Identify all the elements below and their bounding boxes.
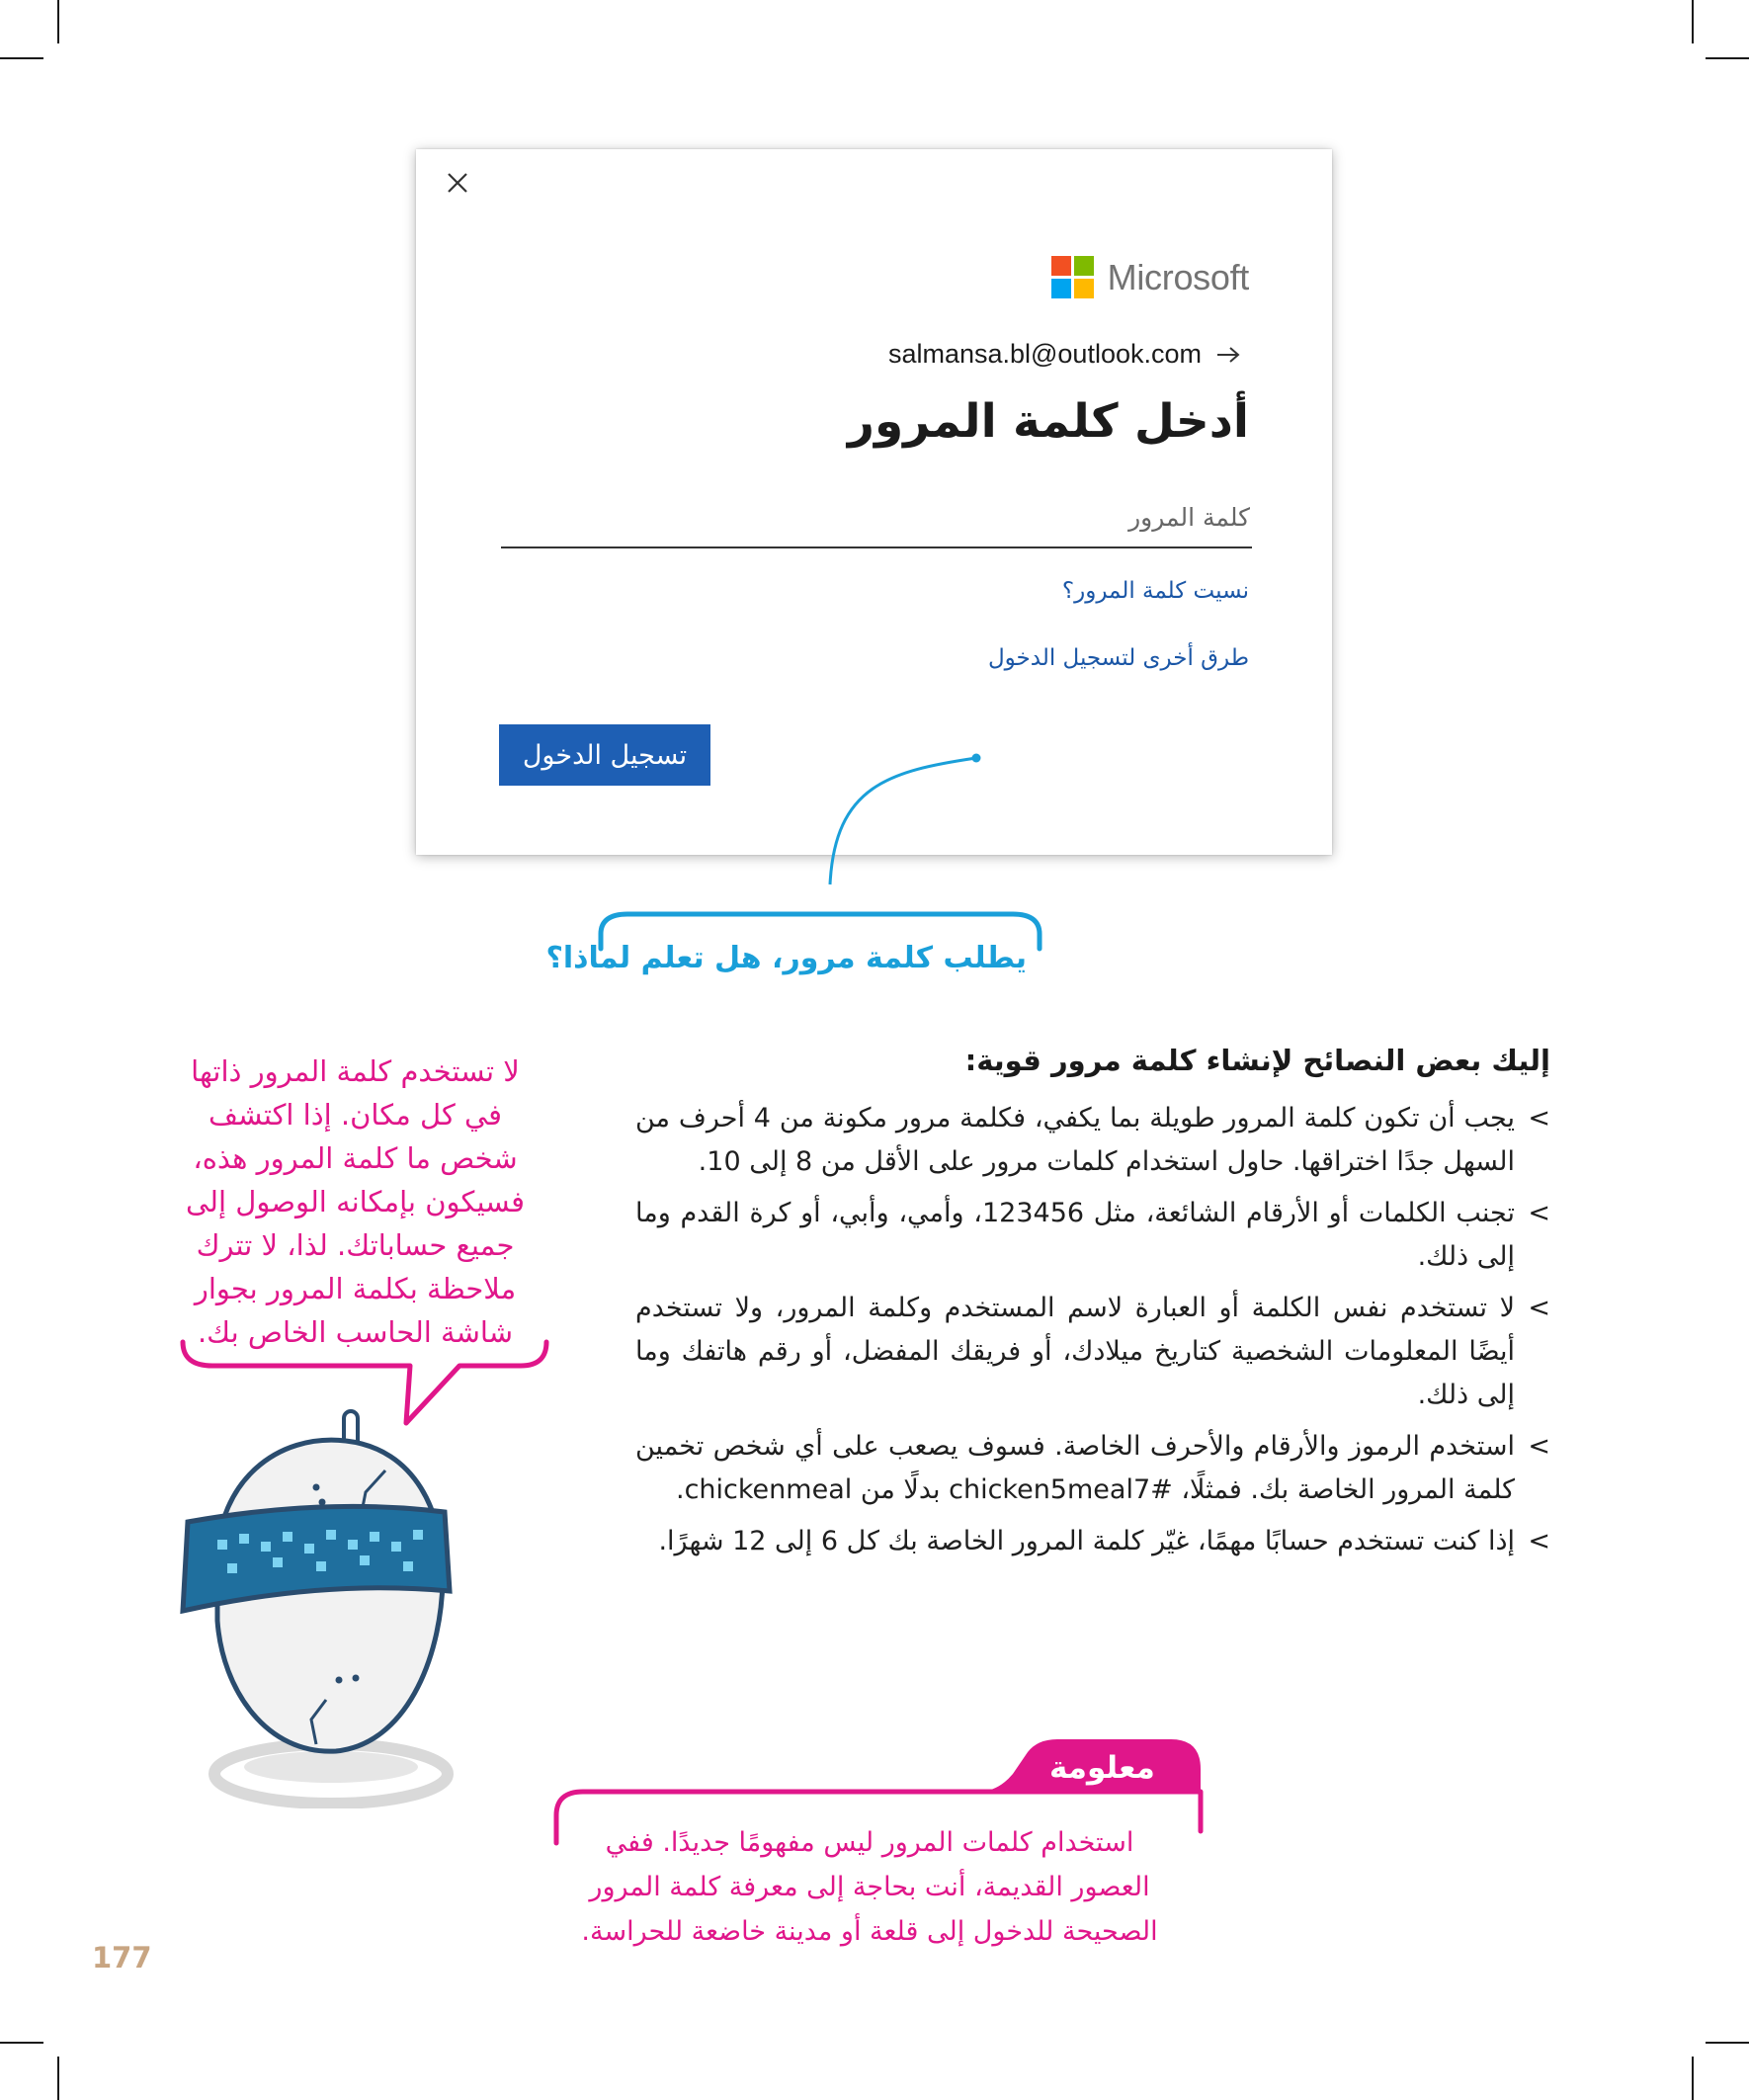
crop-mark [0, 2042, 43, 2044]
signin-button[interactable]: تسجيل الدخول [499, 724, 710, 786]
info-box-text: استخدام كلمات المرور ليس مفهومًا جديدًا. ففي العصور القديمة، أنت بحاجة إلى معرفة كلمة المرور الصحيحة للدخول إلى قلعة أو مدينة خاضعة للحراسة. [581, 1827, 1158, 1947]
crop-mark [0, 57, 43, 59]
list-item: > استخدم الرموز والأرقام والأحرف الخاصة. فسوف يصعب على أي شخص تخمين كلمة المرور الخاصة بك. فمثلًا، #chicken5meal7 بدلًا من chickenmeal. [635, 1425, 1550, 1512]
bullet-marker: > [1528, 1198, 1550, 1228]
microsoft-wordmark: Microsoft [1107, 256, 1249, 297]
tips-list [635, 1097, 1550, 1571]
password-input[interactable] [501, 487, 1252, 548]
account-identity[interactable] [888, 339, 1241, 370]
microsoft-logo-icon [1051, 256, 1094, 298]
crop-mark [57, 2057, 59, 2100]
info-box-title: معلومة [1049, 1750, 1155, 1786]
callout-question: يطلب كلمة مرور، هل تعلم لماذا؟ [545, 941, 1027, 975]
forgot-password-link[interactable]: نسيت كلمة المرور؟ [1061, 578, 1249, 604]
list-item: > يجب أن تكون كلمة المرور طويلة بما يكفي، فكلمة مرور مكونة من 4 أحرف من السهل جدًا اختراقها. حاول استخدام كلمات مرور على الأقل من 8 إلى 10. [635, 1097, 1550, 1184]
bullet-marker: > [1528, 1526, 1550, 1556]
crop-mark [1706, 57, 1749, 59]
dialog-title: أدخل كلمة المرور [847, 394, 1249, 449]
page-number: 177 [92, 1941, 152, 1974]
close-icon [447, 172, 468, 194]
bullet-marker: > [1528, 1293, 1550, 1323]
list-item: > إذا كنت تستخدم حسابًا مهمًا، غيّر كلمة المرور الخاصة بك كل 6 إلى 12 شهرًا. [635, 1520, 1550, 1563]
bullet-marker: > [1528, 1431, 1550, 1462]
tips-heading: إليك بعض النصائح لإنشاء كلمة مرور قوية: [964, 1044, 1550, 1077]
robot-illustration [178, 1403, 474, 1808]
callout-connector [593, 746, 1057, 959]
account-email: salmansa.bl@outlook.com [887, 339, 1202, 369]
crop-mark [57, 0, 59, 43]
bullet-marker: > [1528, 1103, 1550, 1134]
speech-bubble-text: لا تستخدم كلمة المرور ذاتها في كل مكان. إذا اكتشف شخص ما كلمة المرور هذه، فسيكون بإمكانه الوصول إلى جميع حساباتك. لذا، لا تترك ملاحظة بكلمة المرور بجوار شاشة الحاسب الخاص بك. [186, 1054, 525, 1349]
microsoft-logo [1051, 256, 1249, 298]
list-item: > تجنب الكلمات أو الأرقام الشائعة، مثل 123456، وأمي، وأبي، أو كرة القدم وما إلى ذلك. [635, 1192, 1550, 1279]
list-item: > لا تستخدم نفس الكلمة أو العبارة لاسم المستخدم وكلمة المرور، ولا تستخدم أيضًا المعلومات الشخصية كتاريخ ميلادك، أو فريقك المفضل، أو رقم هاتفك وما إلى ذلك. [635, 1287, 1550, 1417]
other-signin-ways-link[interactable]: طرق أخرى لتسجيل الدخول [987, 645, 1249, 671]
crop-mark [1706, 2042, 1749, 2044]
crop-mark [1692, 2057, 1694, 2100]
arrow-right-icon [1215, 346, 1241, 364]
close-button[interactable] [438, 163, 477, 203]
crop-mark [1692, 0, 1694, 43]
